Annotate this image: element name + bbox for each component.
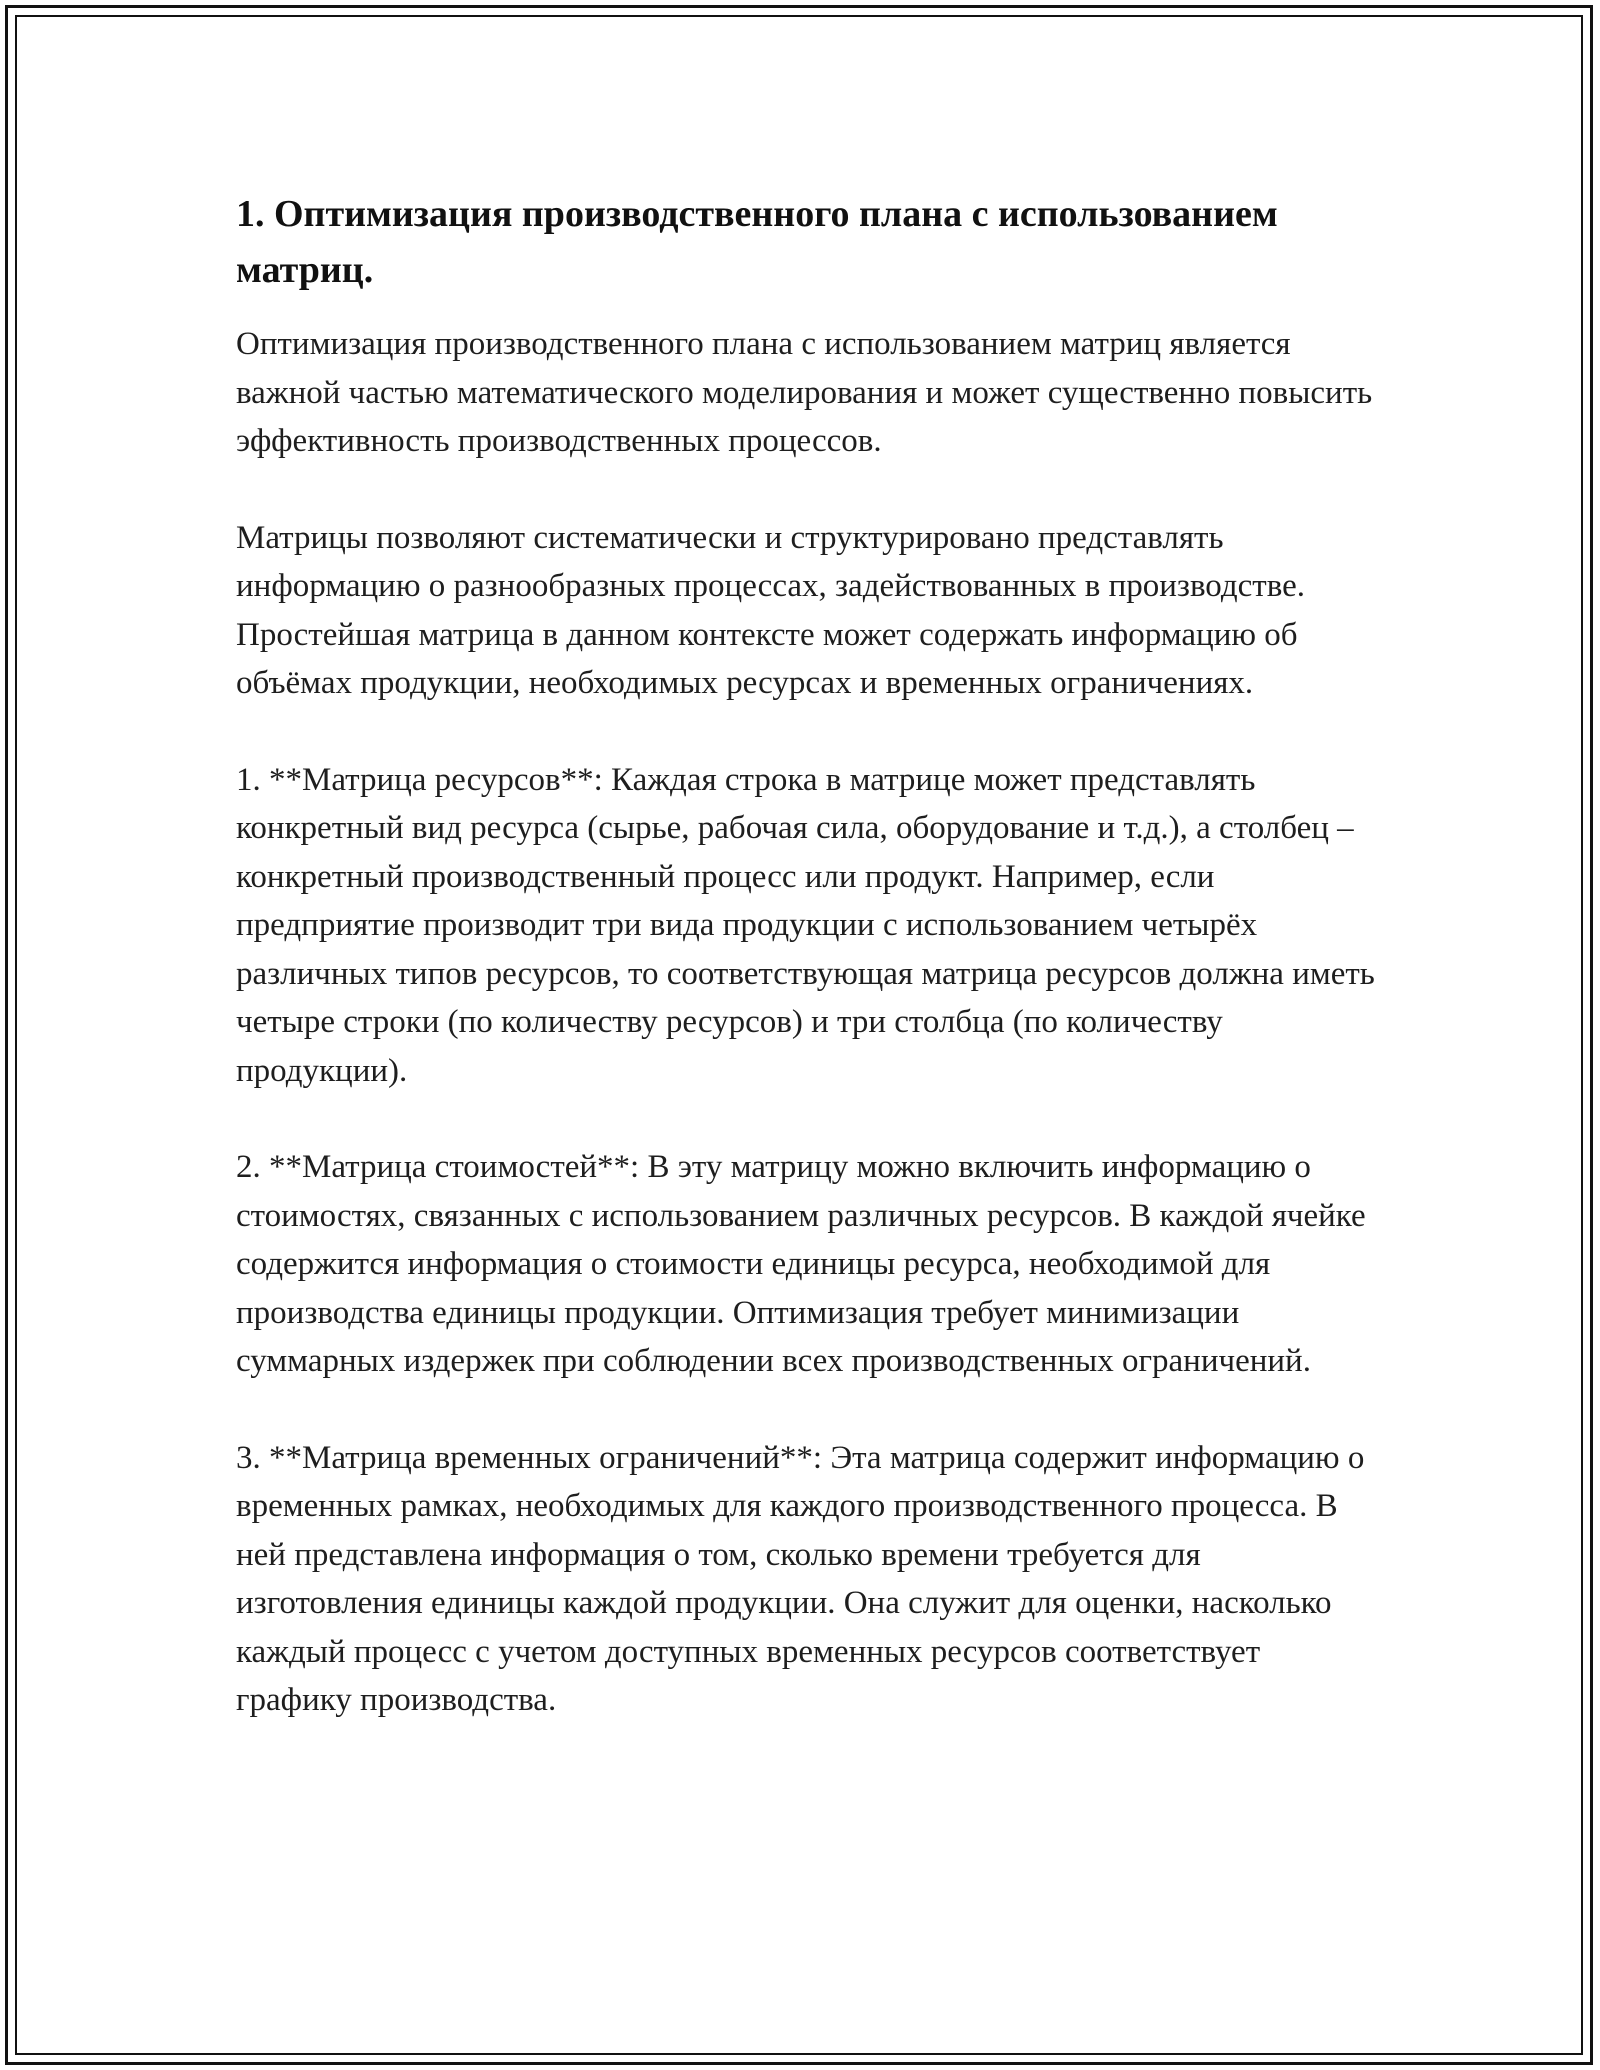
paragraph-matrices: Матрицы позволяют систематически и структурировано представлять информацию о разнообразных процессах, задействованных в производстве. Простейшая матрица в данном контексте может содержать информацию об объёмах продукции, необходимых ресурсах и временных ограничениях. <box>236 519 1305 701</box>
section-heading: 1. Оптимизация производственного плана с использованием матриц. <box>236 193 1278 291</box>
paragraph-resource-matrix: 1. **Матрица ресурсов**: Каждая строка в матрице может представлять конкретный вид ресурса (сырье, рабочая сила, оборудование и т.д.), а столбец – конкретный производственный процесс или продукт. Например, если предприятие производит три вида продукции с использованием четырёх различных типов ресурсов, то соответствующая матрица ресурсов должна иметь четыре строки (по количеству ресурсов) и три столбца (по количеству продукции). <box>236 761 1375 1089</box>
document-body <box>236 186 1376 1773</box>
paragraph-time-matrix: 3. **Матрица временных ограничений**: Эта матрица содержит информацию о временных рамках, необходимых для каждого производственного процесса. В ней представлена информация о том, сколько времени требуется для изготовления единицы каждой продукции. Она служит для оценки, насколько каждый процесс с учетом доступных временных ресурсов соответствует графику производства. <box>236 1439 1365 1718</box>
paragraph-cost-matrix: 2. **Матрица стоимостей**: В эту матрицу можно включить информацию о стоимостях, связанных с использованием различных ресурсов. В каждой ячейке содержится информация о стоимости единицы ресурса, необходимой для производства единицы продукции. Оптимизация требует минимизации суммарных издержек при соблюдении всех производственных ограничений. <box>236 1149 1366 1379</box>
paragraph-intro: Оптимизация производственного плана с использованием матриц является важной частью математического моделирования и может существенно повысить эффективность производственных процессов. <box>236 326 1373 459</box>
